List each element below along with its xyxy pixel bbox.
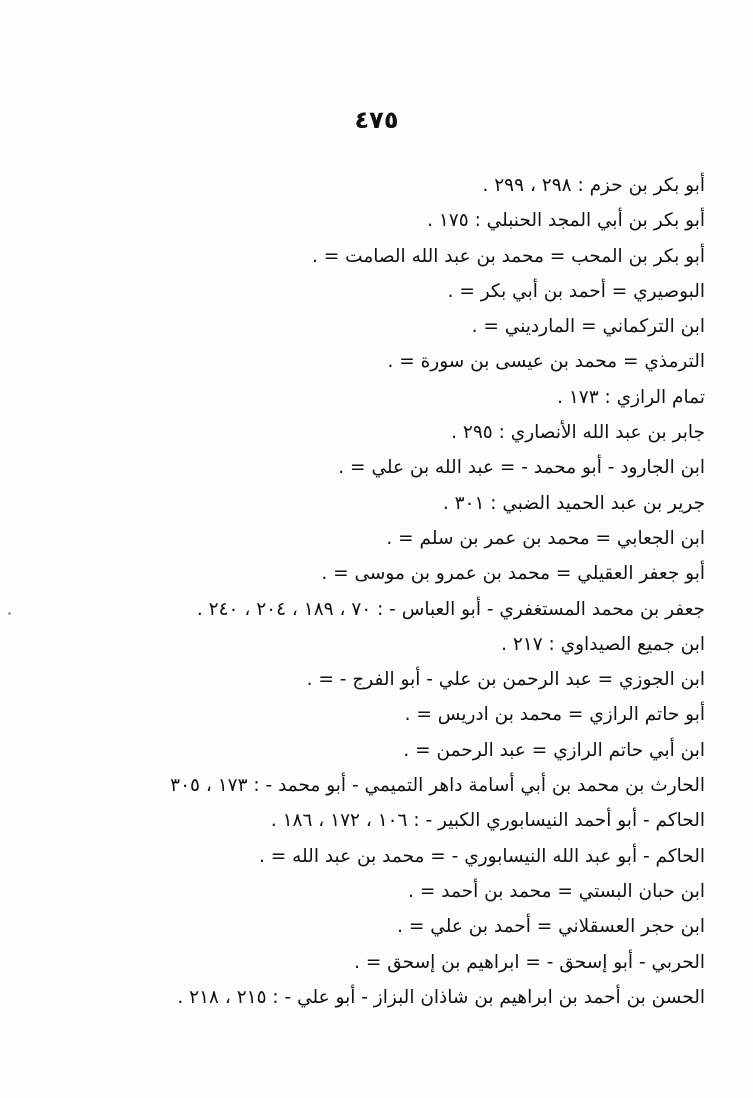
index-entry: جابر بن عبد الله الأنصاري : ٢٩٥ .	[451, 422, 705, 444]
index-entry: ابن التركماني = المارديني = .	[471, 316, 705, 338]
index-entry: ابن حبان البستي = محمد بن أحمد = .	[408, 880, 705, 902]
index-entry: ابن الجوزي = عبد الرحمن بن علي - أبو الفرج - = .	[306, 669, 705, 691]
scan-speck	[8, 612, 11, 615]
page-number: ٤٧٥	[354, 106, 399, 134]
index-entry: تمام الرازي : ١٧٣ .	[557, 386, 705, 408]
index-entry: الحاكم - أبو أحمد النيسابوري الكبير - : ١٠٦ ، ١٧٢ ، ١٨٦ .	[270, 810, 705, 832]
index-entry: الحسن بن أحمد بن ابراهيم بن شاذان البزاز - أبو علي - : ٢١٥ ، ٢١٨ .	[177, 986, 705, 1008]
index-entry: أبو بكر بن المحب = محمد بن عبد الله الصامت = .	[312, 245, 705, 267]
index-entry: جعفر بن محمد المستغفري - أبو العباس - : ٧٠ ، ١٨٩ ، ٢٠٤ ، ٢٤٠ .	[196, 598, 705, 620]
index-entry: جرير بن عبد الحميد الضبي : ٣٠١ .	[442, 492, 705, 514]
index-entry: البوصيري = أحمد بن أبي بكر = .	[447, 280, 705, 302]
index-entry: أبو بكر بن حزم : ٢٩٨ ، ٢٩٩ .	[482, 175, 705, 196]
index-entry: ابن الجعابي = محمد بن عمر بن سلم = .	[386, 527, 705, 549]
index-entry: ابن جميع الصيداوي : ٢١٧ .	[501, 633, 705, 655]
index-entry: الترمذي = محمد بن عيسى بن سورة = .	[387, 351, 705, 373]
index-entry: الحربي - أبو إسحق - = ابراهيم بن إسحق = .	[354, 951, 705, 973]
index-entry: ابن الجارود - أبو محمد - = عبد الله بن علي = .	[338, 457, 705, 479]
index-entry: الحارث بن محمد بن أبي أسامة داهر التميمي - أبو محمد - : ١٧٣ ، ٣٠٥	[170, 775, 705, 797]
index-entry: أبو بكر بن أبي المجد الحنبلي : ١٧٥ .	[427, 210, 705, 232]
index-entry: ابن حجر العسقلاني = أحمد بن علي = .	[397, 916, 705, 938]
index-entry: أبو حاتم الرازي = محمد بن ادريس = .	[404, 704, 705, 726]
index-entries	[65, 168, 705, 1015]
index-entry: أبو جعفر العقيلي = محمد بن عمرو بن موسى = .	[321, 563, 705, 585]
index-entry: ابن أبي حاتم الرازي = عبد الرحمن = .	[403, 739, 705, 761]
index-entry: الحاكم - أبو عبد الله النيسابوري - = محمد بن عبد الله = .	[259, 845, 705, 867]
